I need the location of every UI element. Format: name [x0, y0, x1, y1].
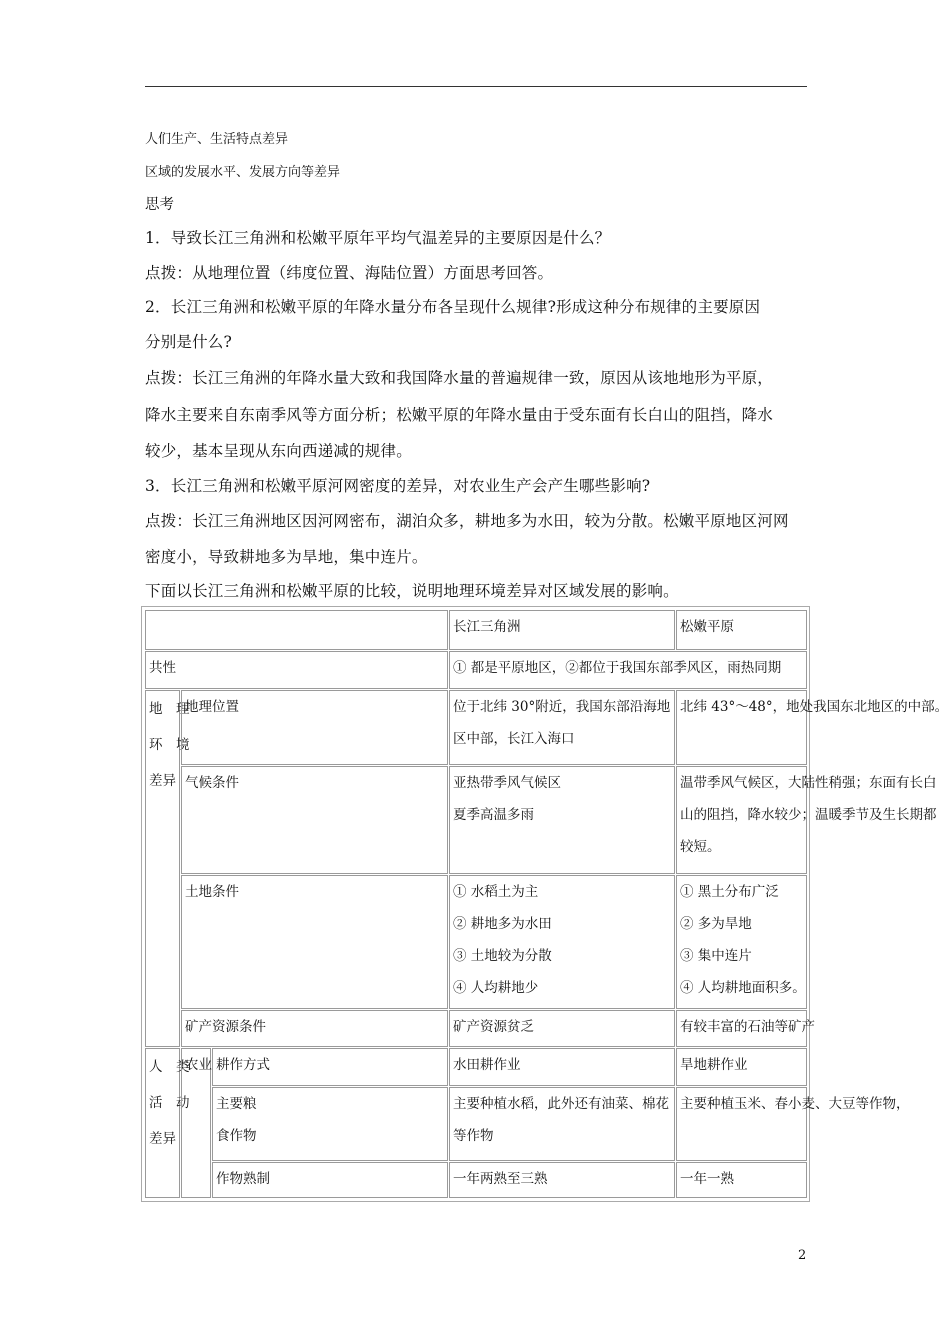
think-heading: 思考 [145, 197, 174, 213]
agriculture-label: 农业 [181, 1048, 211, 1198]
question-2-line-1: 2．长江三角洲和松嫩平原的年降水量分布各呈现什么规律?形成这种分布规律的主要原因 [145, 298, 761, 316]
farming-method-yangtze: 水田耕作业 [449, 1048, 675, 1086]
question-1: 1．导致长江三角洲和松嫩平原年平均气温差异的主要原因是什么？ [145, 229, 611, 247]
answer-2-line-2: 降水主要来自东南季风等方面分析；松嫩平原的年降水量由于受东面有长白山的阻挡，降水 [145, 406, 774, 424]
cropping-system-songnen: 一年一熟 [676, 1162, 807, 1198]
climate-label: 气候条件 [181, 766, 448, 874]
location-songnen: 北纬 43°～48°，地处我国东北地区的中部。 [676, 690, 807, 765]
land-songnen: ① 黑土分布广泛 ② 多为旱地 ③ 集中连片 ④ 人均耕地面积多。 [676, 875, 807, 1009]
common-label: 共性 [145, 651, 448, 689]
mineral-label: 矿产资源条件 [181, 1010, 448, 1047]
answer-3-line-2: 密度小，导致耕地多为旱地，集中连片。 [145, 548, 428, 566]
answer-3-line-1: 点拨：长江三角洲地区因河网密布，湖泊众多，耕地多为水田，较为分散。松嫩平原地区河网 [145, 512, 789, 530]
comparison-table [141, 606, 949, 1202]
answer-2-line-1: 点拨：长江三角洲的年降水量大致和我国降水量的普遍规律一致，原因从该地地形为平原， [145, 369, 774, 387]
table-lead: 下面以长江三角洲和松嫩平原的比较，说明地理环境差异对区域发展的影响。 [145, 582, 679, 600]
header-empty-cell [145, 610, 448, 650]
farming-method-songnen: 旱地耕作业 [676, 1048, 807, 1086]
header-rule [145, 86, 807, 87]
location-label: 地理位置 [181, 690, 448, 765]
header-yangtze-delta: 长江三角洲 [449, 610, 675, 650]
cropping-system-yangtze: 一年两熟至三熟 [449, 1162, 675, 1198]
intro-line-1: 人们生产、生活特点差异 [145, 132, 289, 147]
main-crops-label: 主要粮 食作物 [212, 1087, 448, 1161]
land-yangtze: ① 水稻土为主 ② 耕地多为水田 ③ 土地较为分散 ④ 人均耕地少 [449, 875, 675, 1009]
page-number: 2 [798, 1248, 807, 1263]
location-yangtze: 位于北纬 30°附近，我国东部沿海地 区中部，长江入海口 [449, 690, 675, 765]
climate-yangtze: 亚热带季风气候区 夏季高温多雨 [449, 766, 675, 874]
answer-2-line-3: 较少，基本呈现从东向西递减的规律。 [145, 442, 412, 460]
mineral-songnen: 有较丰富的石油等矿产 [676, 1010, 807, 1047]
main-crops-yangtze: 主要种植水稻，此外还有油菜、棉花 等作物 [449, 1087, 675, 1161]
header-songnen-plain: 松嫩平原 [676, 610, 807, 650]
cropping-system-label: 作物熟制 [212, 1162, 448, 1198]
geo-environment-group: 地 理 环 境 差异 [145, 690, 180, 1047]
answer-1: 点拨：从地理位置（纬度位置、海陆位置）方面思考回答。 [145, 264, 554, 282]
farming-method-label: 耕作方式 [212, 1048, 448, 1086]
common-text: ① 都是平原地区，②都位于我国东部季风区，雨热同期 [449, 651, 807, 689]
intro-line-2: 区域的发展水平、发展方向等差异 [145, 165, 341, 180]
main-crops-songnen: 主要种植玉米、春小麦、大豆等作物， [676, 1087, 807, 1161]
land-label: 土地条件 [181, 875, 448, 1009]
mineral-yangtze: 矿产资源贫乏 [449, 1010, 675, 1047]
human-activity-group: 人 类 活 动 差异 [145, 1048, 180, 1198]
question-2-line-2: 分别是什么? [145, 333, 233, 351]
question-3: 3．长江三角洲和松嫩平原河网密度的差异，对农业生产会产生哪些影响? [145, 477, 651, 495]
climate-songnen: 温带季风气候区，大陆性稍强；东面有长白 山的阻挡，降水较少；温暖季节及生长期都 较短。 [676, 766, 807, 874]
